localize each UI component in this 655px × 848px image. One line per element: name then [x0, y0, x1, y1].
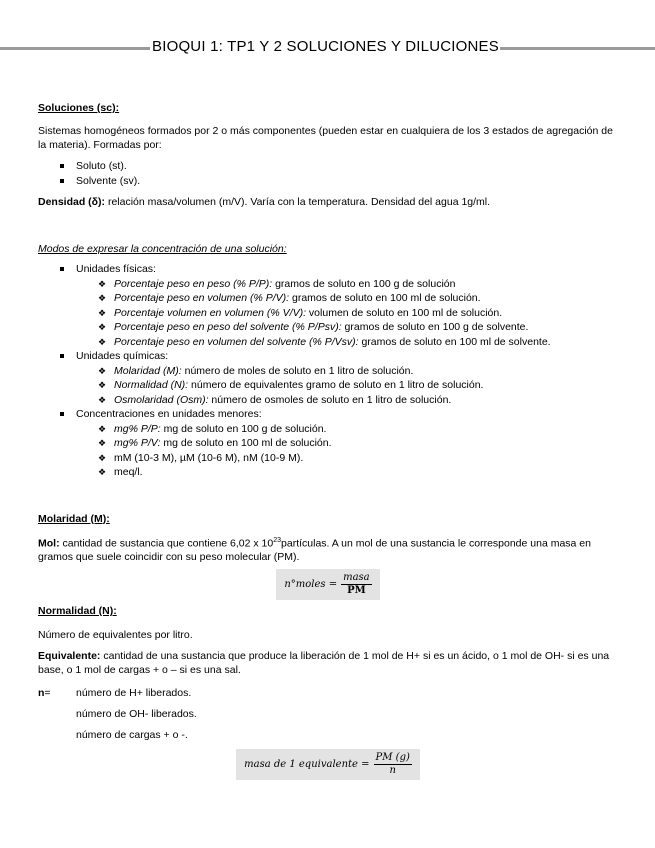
desc: mg de soluto en 100 ml de solución.	[160, 437, 332, 449]
group-label: Unidades físicas:	[76, 263, 156, 275]
n-line: número de OH- liberados.	[76, 708, 197, 720]
mol-paragraph	[38, 534, 618, 565]
formula-fraction	[341, 572, 372, 597]
desc: gramos de soluto en 100 ml de solución.	[289, 292, 481, 304]
modos-list	[38, 262, 618, 480]
list-item: Soluto (st).	[60, 159, 618, 174]
list-item	[98, 422, 618, 437]
sub-list	[76, 364, 618, 408]
formula-lhs: masa de 1 equivalente =	[244, 759, 370, 770]
term: Porcentaje peso en volumen (% P/V):	[114, 292, 290, 304]
equivalente-formula	[236, 749, 420, 780]
desc: meq/l.	[114, 466, 143, 478]
formula-numerator: PM (g)	[375, 752, 410, 763]
desc: mM (10-3 M), µM (10-6 M), nM (10-9 M).	[114, 451, 304, 464]
term: mg% P/V:	[114, 437, 161, 449]
list-item	[98, 436, 618, 451]
n-definition	[38, 686, 618, 742]
term: Molaridad (M):	[114, 364, 182, 377]
moles-formula	[276, 569, 379, 600]
densidad-paragraph	[38, 195, 618, 209]
densidad-label: Densidad (δ):	[38, 196, 106, 208]
desc: número de moles de soluto en 1 litro de solución.	[181, 364, 414, 377]
list-item	[98, 277, 618, 292]
list-item	[98, 451, 618, 466]
equivalente-paragraph	[38, 649, 618, 677]
desc: gramos de soluto en 100 g de solvente.	[341, 321, 529, 333]
list-item	[98, 378, 618, 393]
equivalente-text: cantidad de una sustancia que produce la liberación de 1 mol de H+ si es un ácido, o 1 mol de OH- si es una base, o 1 mol de cargas + o – si es una sal.	[38, 650, 610, 676]
page-title: BIOQUI 1: TP1 Y 2 SOLUCIONES Y DILUCIONES	[152, 38, 499, 55]
desc: número de equivalentes gramo de soluto en 1 litro de solución.	[188, 379, 484, 391]
term: Porcentaje peso en volumen del solvente (% P/Vsv):	[114, 335, 359, 348]
n-row	[38, 686, 618, 700]
group-label: Concentraciones en unidades menores:	[76, 408, 262, 420]
sub-list	[76, 422, 618, 480]
soluciones-heading: Soluciones (sc):	[38, 102, 120, 114]
list-item	[98, 306, 618, 321]
moles-formula-wrap	[38, 569, 618, 600]
term: Porcentaje peso en peso (% P/P):	[114, 277, 273, 290]
formula-denominator: n	[389, 765, 396, 776]
desc: gramos de soluto en 100 g de solución	[272, 277, 456, 290]
n-row	[38, 728, 618, 742]
list-item	[60, 407, 618, 480]
mol-text-b: partículas. A un mol de una sustancia le corresponde una masa en gramos que suele coincidir con su peso molecular (PM).	[38, 537, 591, 563]
desc: volumen de soluto en 100 ml de solución.	[306, 306, 503, 319]
equivalente-formula-wrap	[38, 749, 618, 780]
group-label: Unidades químicas:	[76, 350, 169, 362]
list-item	[98, 320, 618, 335]
term: Normalidad (N):	[114, 379, 189, 391]
formula-lhs: n°moles =	[284, 579, 338, 590]
normalidad-text: Número de equivalentes por litro.	[38, 629, 193, 641]
list-item	[98, 465, 618, 480]
title-rule-right	[500, 47, 655, 50]
desc: mg de soluto en 100 g de solución.	[160, 422, 327, 435]
mol-text-a: cantidad de sustancia que contiene 6,02 x 10	[59, 537, 274, 549]
n-key	[38, 686, 76, 700]
list-item	[98, 393, 618, 408]
formula-numerator: masa	[343, 572, 370, 583]
formula-denominator: PM	[347, 585, 366, 596]
title-rule-left	[0, 47, 150, 50]
list-item	[98, 335, 618, 350]
list-item	[98, 291, 618, 306]
n-line: número de H+ liberados.	[76, 687, 192, 699]
term: mg% P/P:	[114, 422, 161, 435]
mol-label: Mol:	[38, 537, 60, 549]
list-item: Solvente (sv).	[60, 174, 618, 189]
sub-list	[76, 277, 618, 350]
desc: número de osmoles de soluto en 1 litro de solución.	[208, 393, 452, 406]
mol-exponent: 23	[273, 536, 282, 544]
term: Porcentaje peso en peso del solvente (% P/Psv):	[114, 321, 342, 333]
term: Porcentaje volumen en volumen (% V/V):	[114, 306, 307, 319]
title-bar	[0, 38, 655, 58]
normalidad-heading: Normalidad (N):	[38, 605, 117, 617]
list-item	[60, 349, 618, 407]
document-body	[38, 101, 618, 780]
molaridad-heading: Molaridad (M):	[38, 512, 110, 525]
n-label: n	[38, 687, 45, 699]
soluciones-text: Sistemas homogéneos formados por 2 o más componentes (pueden estar en cualquiera de los 3 estados de agregación de la materia). Formadas por:	[38, 125, 613, 151]
formula-fraction	[374, 752, 412, 777]
n-row	[38, 707, 618, 721]
n-line: número de cargas + o -.	[76, 729, 188, 741]
modos-heading: Modos de expresar la concentración de una solución:	[38, 243, 287, 255]
term: Osmolaridad (Osm):	[114, 393, 209, 406]
densidad-text: relación masa/volumen (m/V). Varía con la temperatura. Densidad del agua 1g/ml.	[105, 196, 491, 208]
equivalente-label: Equivalente:	[38, 650, 101, 662]
list-item	[98, 364, 618, 379]
desc: gramos de soluto en 100 ml de solvente.	[358, 335, 551, 348]
n-equals: =	[44, 687, 51, 699]
list-item	[60, 262, 618, 349]
soluciones-list	[38, 159, 618, 188]
